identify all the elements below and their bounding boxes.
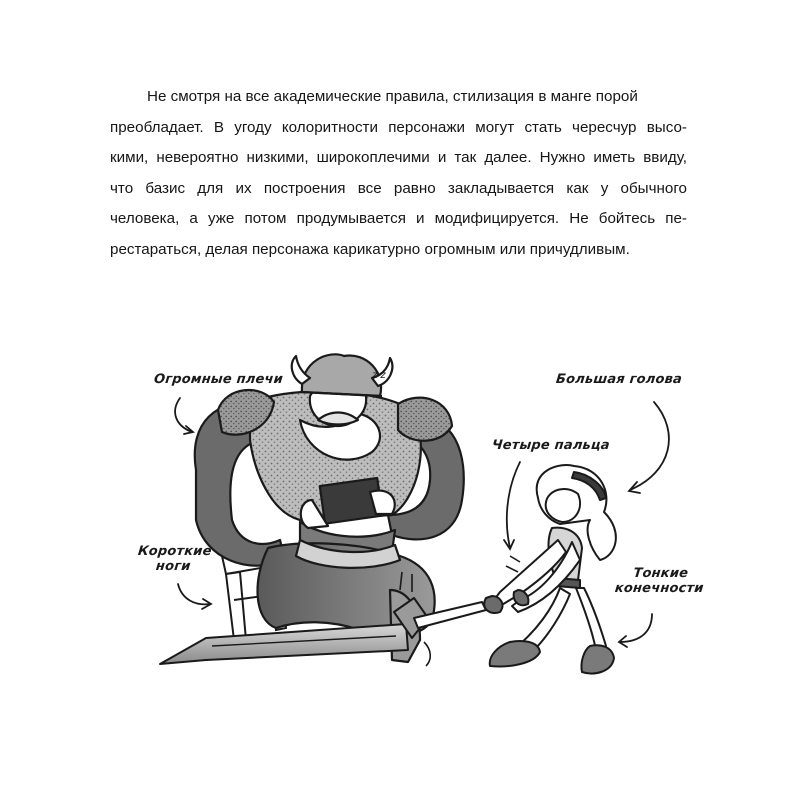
paragraph-line-6: рестараться, делая персонажа карикатурно огромным или причудливым. (110, 240, 630, 258)
arrow-four-fingers (507, 462, 520, 548)
girl-face (546, 489, 580, 522)
callout-short-legs-line-2: ноги (155, 559, 192, 574)
callout-thin-limbs-line-1: Тонкие (632, 566, 689, 581)
paragraph-line-1: Не смотря на все академические правила, стилизация в манге порой (147, 88, 638, 105)
callout-short-legs (132, 544, 215, 574)
callout-four-fingers: Четыре пальца (491, 438, 611, 453)
paragraph-line-4: что базис для их построения все равно закладывается как у обычного (110, 179, 687, 197)
paragraph-line-2: преобладает. В угоду колоритности персонажи могут стать чересчур высо- (110, 118, 687, 136)
callout-huge-shoulders: Огромные плечи (153, 372, 284, 387)
arrow-huge-shoulders (175, 398, 192, 432)
viking-right-pauldron (398, 398, 452, 441)
girl-character (484, 465, 616, 673)
girl-right-boot (581, 645, 614, 673)
girl-right-leg (576, 588, 606, 652)
paragraph-line-3: кими, невероятно низкими, широкоплечими и так далее. Нужно иметь ввиду, (110, 149, 687, 167)
sleep-zz: z z (372, 370, 386, 381)
girl-left-boot (490, 641, 540, 666)
callout-thin-limbs-line-2: конечности (614, 581, 705, 596)
callout-thin-limbs (610, 566, 709, 596)
sword-blade (160, 624, 408, 664)
paragraph-line-5: человека, а уже потом продумывается и модифицируется. Не бойтесь пе- (110, 210, 687, 228)
callout-big-head: Большая голова (555, 372, 683, 387)
arrow-big-head (630, 402, 669, 490)
callout-short-legs-line-1: Короткие (137, 544, 213, 559)
viking-helmet (302, 354, 381, 396)
